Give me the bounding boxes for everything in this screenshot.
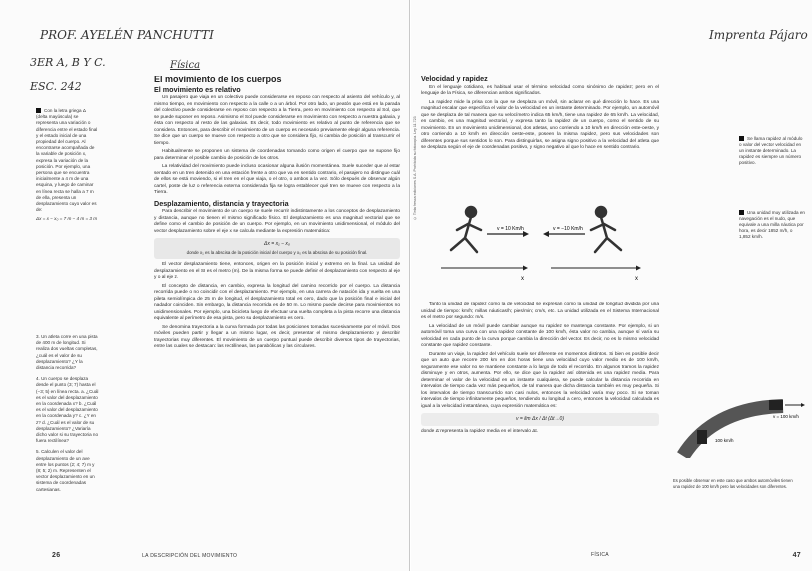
question-3: 3. Un atleta corre en una pista de 400 m de longitud. Si realiza dos vueltas completas, ¿cuál es el valor de su desplazamiento? ¿Y la distancia recorrida? — [36, 334, 98, 371]
side-note-nudo: Una unidad muy utilizada en navegación es el nudo, que equivale a una milla náutica por hora, es decir 1852 m/h, o 1,852 km/h. — [739, 210, 805, 240]
car-icon — [697, 430, 707, 444]
paragraph: Un pasajero que viaja en un colectivo puede considerarse en reposo con respecto al asiento del vehículo y, al mismo tiempo, en movimiento con respecto a la calle o a un árbol. Por otro lado, un peatón que está en la parada del colectivo puede considerarse en reposo con respecto a la Tierra, pero en movimiento con respecto al Sol, que se puede suponer en reposo. Asimismo el Sol puede considerarse en movimiento con respecto a nuestra galaxia, y ésta con respecto al resto de las galaxias. Es decir, todo movimiento es relativo al punto de referencia que se considera. Entonces, para describir el movimiento de un cuerpo es necesario previamente elegir alguna referencia. Se dice que un cuerpo se mueve con respecto a otro que se considera fijo, si cambia de posición al transcurrir el tiempo. — [154, 95, 400, 146]
side-note-cars: Es posible observar en este caso que ambos automóviles tienen una rapidez de 100 km/h pero las velocidades son diferentes. — [673, 478, 793, 489]
velocity-label-left: v = 10 Km/h — [497, 226, 524, 232]
instant-velocity-formula: v = lim Δx / Δt (Δt→0) — [421, 413, 659, 426]
question-5: 5. Calculen el valor del desplazamiento de un ave entre los puntos (2; 4; 7) m y (8; 5; 2) m. Representen el vector desplazamiento en un sistema de coordenadas cartesianas. — [36, 449, 95, 492]
handwritten-school: ESC. 242 — [30, 80, 82, 93]
paragraph: En el lenguaje cotidiano, es habitual usar el término velocidad como sinónimo de rapidez; pero en el lenguaje de la Física, se diferencian ambos significados. — [421, 84, 659, 96]
curve-cars-figure — [673, 398, 805, 458]
footer-label: FÍSICA — [591, 552, 609, 558]
formula-caption: donde x₁ es la abscisa de la posición inicial del cuerpo y x₀ es la abscisa de su posición final. — [186, 249, 368, 255]
formula-caption: donde Δ̄ representa la rapidez media en el intervalo Δt. — [421, 428, 539, 434]
bullet-icon — [36, 108, 41, 113]
right-text-bottom — [421, 302, 659, 522]
sidebar-note-text: Con la letra griega Δ (delta mayúscula) se representa una variación o diferencia entre el estado final y el estado inicial de una propiedad del cuerpo. Al encontrarse acompañada de la variable de posición x, expresa la variación de la posición. Por ejemplo, una persona que se encuentra inicialmente a 4 m de una esquina, y luego de caminar en línea recta se halla a 7 m de ella, presenta un desplazamiento cuyo valor es de: — [36, 108, 98, 213]
right-page — [411, 0, 812, 571]
handwritten-subject: Física — [170, 60, 201, 71]
paragraph: El concepto de distancia, en cambio, expresa la longitud del camino recorrido por el cuerpo. La distancia recorrida puede o no coincidir con el desplazamiento. Por ejemplo, en una carrera de natación ida y vuelta en una pileta semiolímpica de 25 m de longitud, el desplazamiento total es cero, dado que la posición final e inicial del nadador coinciden. Sin embargo, la distancia recorrida es de 50 m. Lo mismo puede decirse para movimientos no unidimensionales. Por ejemplo, una bicicleta luego de efectuar una vuelta completa a la pista recorre una distancia equivalente al perímetro de esa pista, pero su desplazamiento es cero. — [154, 283, 400, 321]
runner-left-icon — [451, 207, 481, 252]
paragraph: Se denomina trayectoria a la curva formada por todas las posiciones tomadas sucesivamente por el móvil. Dos móviles pueden partir y llegar a un mismo lugar, es decir, presentar el mismo desplazamiento y describir trayectorias muy diferentes. El movimiento de un cuerpo puntual puede describir diversos tipos de trayectorias, entre las cuales se destacan: las rectilíneas, las parabólicas y las circulares. — [154, 324, 400, 349]
right-text-top — [421, 76, 659, 154]
paragraph: Para describir el movimiento de un cuerpo se suele recurrir indistintamente a los conceptos de desplazamiento y distancia, aunque no tienen el mismo significado físico. El desplazamiento es una magnitud vectorial que se define como el cambio de posición de un cuerpo. Por ejemplo, en un movimiento unidimensional, el módulo del vector desplazamiento sobre el eje x se calcula mediante la expresión matemática: — [154, 209, 400, 234]
right-footer — [421, 552, 801, 559]
handwritten-course: 3ER A, B Y C. — [30, 56, 106, 69]
side-note-rapidez: Se llama rapidez al módulo o valor del vector velocidad en un instante determinado. La rapidez es siempre un número positivo. — [739, 136, 803, 166]
paragraph: Habitualmente se proponen un sistema de coordenadas tomando como origen el cuerpo que se supone fijo para determinar el posible cambio de posición de los otros. — [154, 149, 400, 161]
displacement-formula: Δx = x₁ − x₀ — [264, 241, 290, 247]
left-footer — [52, 552, 237, 559]
page-number: 26 — [52, 552, 61, 559]
section-title-velocity: Velocidad y rapidez — [421, 74, 488, 83]
axis-label-left: x — [521, 276, 524, 282]
runner-right-icon — [591, 207, 621, 252]
paragraph: La velocidad de un móvil puede cambiar aunque su rapidez se mantenga constante. Por ejemplo, si un automóvil toma una curva con una rapidez constante de 100 km/h, ésta valor no cambia, aunque sí varía su velocidad en cada punto de la curva porque cambia la dirección del vector. Es decir, no es lo mismo velocidad constante que rapidez constante. — [421, 323, 659, 348]
car-velocity-label: v = 100 km/h — [773, 414, 799, 419]
paragraph: Durante un viaje, la rapidez del vehículo suele ser diferente en momentos distintos. Si bien es posible decir que un auto que recorre 200 km en dos horas tiene una velocidad cuyo valor medio es de 100 km/h, seguramente ese valor no se mantiene constante a lo largo de todo el recorrido. En algunos tramos la rapidez disminuye y en otros, aumenta. Por ello, se dice que la rapidez así obtenida es una rapidez media. Para determinar el valor de la velocidad en un instante cualquiera, se puede calcular la distancia recorrida en intervalos de tiempo cada vez más pequeños, de tal manera que dicha distancia también es muy pequeña. Si los intervalos de tiempo transcurrido son casi nulos, entonces la velocidad varía muy poco. Si se toman intervalos de tiempo infinitamente pequeños, tendiendo su longitud a cero, entonces la velocidad calculada es igual a la velocidad instantánea, cuya expresión matemática es: — [421, 351, 659, 409]
section-title-relative: El movimiento es relativo — [154, 84, 241, 94]
vertical-credit: © Tinta fresca ediciones S.A. Prohibida su fotocopia. Ley 11.723 — [413, 116, 417, 220]
displacement-formula-box — [154, 238, 400, 259]
paragraph: El vector desplazamiento tiene, entonces, origen en la posición inicial y extremo en la final. La unidad de desplazamiento en el SI es el metro (m). De la misma forma se puede definir el desplazamiento con respecto al eje y o al eje z. — [154, 262, 400, 280]
left-main-text — [154, 76, 400, 531]
sidebar-formula: Δx = x − x₀ = 7 m − 4 m = 3 m — [36, 216, 98, 222]
paragraph: Tanto la unidad de rapidez como la de velocidad se expresan como la unidad de longitud dividida por una unidad de tiempo: km/h; millas náuticas/h; pies/min; cm/s, etc. La unidad utilizada en el Sistema Internacional es el metro por segundo: m/s. — [421, 302, 659, 320]
handwritten-teacher: PROF. AYELÉN PANCHUTTI — [40, 28, 214, 42]
section-title-displacement: Desplazamiento, distancia y trayectoria — [154, 198, 289, 208]
question-4: 4. Un cuerpo se desplaza desde el punto (3; 7) hasta el (−3; 5) en línea recta. a. ¿Cuál es el valor del desplazamiento en la coordenada x? b. ¿Cuál es el valor del desplazamiento en la coordenada y? c. ¿Y en z? d. ¿Cuál es el valor de su desplazamiento? ¿Variaría dicho valor si su trayectoria no fuera rectilínea? — [36, 376, 99, 444]
paragraph: La rapidez mide la prisa con la que se desplaza un móvil, sin aclarar en qué dirección lo hace. Es una magnitud escalar que especifica el valor de la velocidad en un instante determinado. Por ejemplo, un automóvil que se desplaza de tal manera que su velocímetro indica 65 km/h, tiene una rapidez de 65 km/h. La velocidad, en cambio, es una magnitud vectorial, y expresa tanto la rapidez de un cuerpo, como el sentido de su movimiento. En un movimiento unidimensional, dos atletas, uno corriendo a 10 km/h en dirección este-oeste, y otro corriendo a 10 km/h en dirección oeste-este, poseen la misma rapidez, pero sus velocidades son diferentes porque sus sentidos lo son. Para distinguirlas, se asigna signo positivo a la velocidad del atleta que se desplaza según el eje de coordenadas positivo, y signo negativo al que lo hace en sentido contrario. — [421, 99, 659, 150]
page-title: El movimiento de los cuerpos — [154, 76, 282, 84]
bullet-icon — [739, 136, 744, 141]
sidebar-questions — [36, 334, 100, 498]
page-number: 47 — [792, 552, 801, 559]
footer-label: LA DESCRIPCIÓN DEL MOVIMIENTO — [142, 553, 238, 559]
axis-label-right: x — [635, 276, 638, 282]
car-icon — [769, 400, 783, 410]
runners-figure — [431, 200, 651, 290]
velocity-label-right: v = −10 Km/h — [553, 226, 583, 232]
car-speed-label: 100 km/h — [715, 438, 734, 443]
paragraph: La relatividad del movimiento puede incluso ocasionar alguna ilusión momentánea. Suele suceder que al estar sentado en un tren detenido en una estación frente a otro que va en sentido contrario, el pasajero no distingue cuál de ellos se está moviendo, si el tren en el que viaja, o el otro, o ambos a la vez. Sólo después de observar algún cartel, poste de luz o referencia externa considerada fija se logra establecer qué tren se mueve con respecto a la Tierra. — [154, 164, 400, 195]
sidebar-note — [36, 108, 98, 223]
handwritten-header: Imprenta Pájaro — [709, 28, 808, 42]
bullet-icon — [739, 210, 744, 215]
